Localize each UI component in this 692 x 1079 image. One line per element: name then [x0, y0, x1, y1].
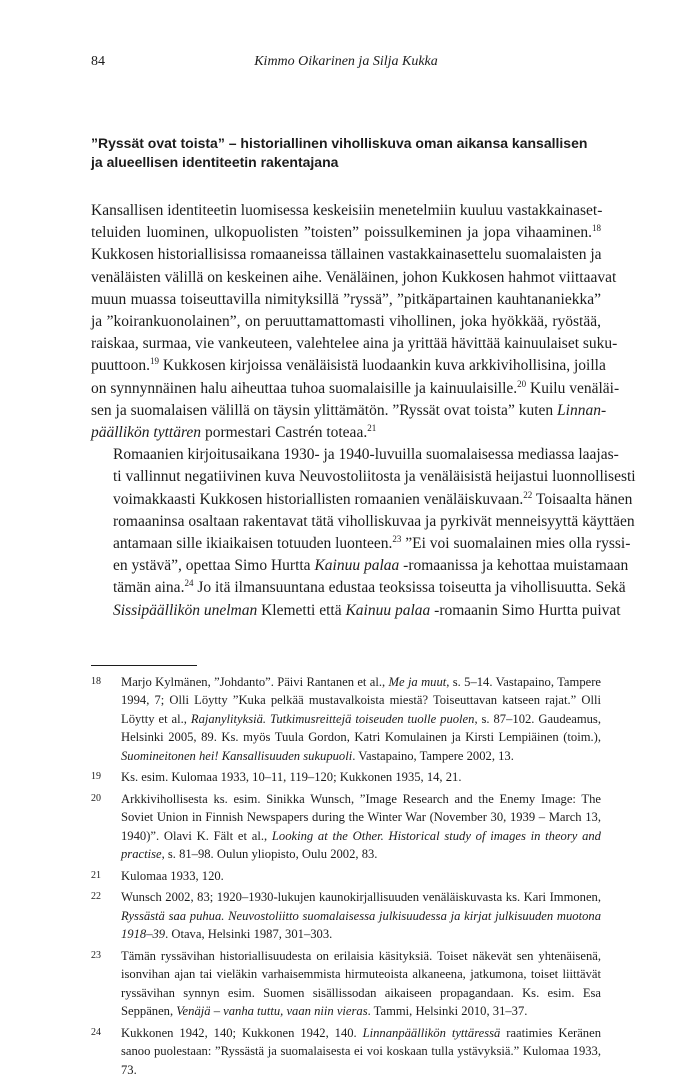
work-title: Kainuu palaa: [314, 557, 400, 575]
text-run: , s. 87–102. Gaudeamus, Helsinki 2005, 89. Ks. myös Tuula Gordon, Katri Komulainen ja Kirsti Lempiäinen (toim.),: [121, 711, 601, 745]
text-line: [91, 577, 626, 599]
text-run: ja ”koirankuonolainen”, on peruuttamattomasti vihollinen, joka hyökkää, ryöstää,: [91, 313, 601, 331]
text-run: Tämän ryssävihan historiallisuudesta on erilaisia käsityksiä. Toiset näkevät sen yhtenäisenä, isonvihan ajan tai vieläkin varhaisemmista hirmuteoista alkaneena, jatkumona, toiset liittävät ryssävihan synnyn esim. Suomen sisällissodan aikaiseen propagandaan. Ks. esim. Esa Seppänen,: [121, 948, 601, 1019]
text-line: [91, 533, 631, 555]
text-run: Kuilu venäläi-: [526, 379, 620, 397]
text-run: Romaanien kirjoitusaikana 1930- ja 1940-luvuilla suomalaisessa mediassa laajas-: [113, 446, 619, 464]
footnote-number: 21: [91, 869, 101, 881]
footnote-22: [91, 888, 601, 944]
work-title: Sissipäällikön unelman: [113, 601, 258, 619]
text-run: Kukkosen historiallisissa romaaneissa tällainen vastakkainasettelu suomalaisten ja: [91, 246, 602, 264]
text-run: teluiden luominen, ulkopuolisten ”toisten” poissulkeminen ja jopa vihaaminen.: [91, 224, 592, 242]
text-run: Wunsch 2002, 83; 1920–1930-lukujen kaunokirjallisuuden venäläiskuvasta ks. Kari Immonen,: [121, 890, 601, 905]
footnote-ref: 23: [392, 533, 402, 544]
footnote-ref: 24: [184, 578, 194, 589]
text-run: . Otava, Helsinki 1987, 301–303.: [165, 927, 333, 942]
footnote-text: [121, 1024, 601, 1079]
text-run: antamaan sille ikiaikaisen totuuden luonteen.: [113, 535, 393, 553]
text-line: [91, 489, 633, 511]
text-run: ti vallinnut negatiivinen kuva Neuvostoliitosta ja venäläisistä heijastui luonnollisesti: [113, 468, 636, 486]
footnote-text: [121, 768, 601, 787]
work-title: Kainuu palaa: [345, 601, 431, 619]
cited-title: Venäjä – vanha tuttu, vaan niin vieras: [176, 1004, 368, 1019]
footnote-ref: 22: [523, 489, 533, 500]
cited-title: Linnanpäällikön tyttäressä: [362, 1025, 501, 1040]
text-run: Toisaalta hänen: [532, 490, 633, 508]
text-run: raatimies Keränen sanoo puolestaan: ”Ryssästä ja suomalaisesta ei voi koskaan tulla ystävyksiä.” Kulomaa 1933, 73.: [121, 1025, 601, 1077]
footnote-18: [91, 673, 601, 766]
text-run: puuttoon.: [91, 357, 150, 375]
footnote-number: 22: [91, 891, 101, 903]
text-run: Kansallisen identiteetin luomisessa keskeisiin menetelmiin kuuluu vastakkainaset-: [91, 202, 603, 219]
text-run: pormestari Castrén toteaa.: [201, 424, 368, 442]
footnote-number: 20: [91, 792, 101, 804]
cited-title: Rajanylityksiä. Tutkimusreittejä toiseuden tuolle puolen: [190, 711, 475, 726]
text-line: [91, 555, 629, 577]
text-line: [91, 333, 618, 355]
text-line: [91, 400, 607, 422]
footnote-number: 24: [91, 1026, 101, 1038]
cited-title: Suomineitonen hei! Kansallisuuden sukupuoli: [121, 748, 353, 763]
text-line: [91, 600, 621, 622]
text-run: Marjo Kylmänen, ”Johdanto”. Päivi Rantanen et al.,: [121, 674, 389, 689]
page-number: 84: [91, 54, 105, 69]
text-run: -romaanissa ja kehottaa muistamaan: [399, 557, 629, 575]
paragraph: [91, 200, 620, 444]
text-run: sen ja suomalaisen välillä on täysin ylittämätön. ”Ryssät ovat toista” kuten: [91, 401, 558, 419]
footnote-number: 19: [91, 771, 101, 783]
text-run: Kukkosen kirjoissa venäläisistä luodaankin kuva arkkivihollisina, joilla: [159, 357, 606, 375]
text-run: Kukkonen 1942, 140; Kukkonen 1942, 140.: [121, 1025, 363, 1040]
text-run: Kulomaa 1933, 120.: [121, 868, 224, 883]
footnote-text: [121, 947, 601, 1021]
running-title: Kimmo Oikarinen ja Silja Kukka: [254, 54, 438, 69]
text-run: on synnynnäinen halu aiheuttaa tuhoa suomalaisille ja kainuulaisille.: [91, 379, 518, 397]
footnote-ref: 20: [517, 378, 527, 389]
footnote-text: [121, 888, 601, 944]
cited-title: Ryssästä saa puhua. Neuvostoliitto suomalaisessa julkisuudessa ja kirjat julkisuuden muotona 1918–39: [121, 908, 601, 942]
text-run: venäläisten välillä on keskeinen aihe. Venäläinen, johon Kukkosen hahmot viittaavat: [91, 268, 617, 286]
text-run: en ystävä”, opettaa Simo Hurtta: [113, 557, 315, 575]
text-run: . Vastapaino, Tampere 2002, 13.: [352, 748, 514, 763]
running-header: [91, 52, 601, 72]
footnotes: [91, 673, 601, 1079]
footnote-divider: [91, 665, 197, 666]
footnote-23: [91, 947, 601, 1021]
footnote-number: 18: [91, 675, 101, 687]
section-heading: ”Ryssät ovat toista” – historiallinen viholliskuva oman aikansa kansallisen ja alueellisen identiteetin rakentajana: [91, 135, 588, 170]
text-run: romaaninsa osaltaan rakentavat tätä viholliskuvaa ja pyrkivät menneisyyttä käyttäen: [113, 512, 635, 530]
footnote-text: [121, 867, 601, 886]
text-run: Ks. esim. Kulomaa 1933, 10–11, 119–120; Kukkonen 1935, 14, 21.: [121, 770, 462, 785]
work-title: päällikön tyttären: [91, 424, 202, 442]
text-line: [91, 444, 619, 466]
text-line: [91, 378, 620, 400]
text-line: [91, 511, 635, 533]
text-run: raiskaa, surmaa, vie vankeuteen, valehtelee aina ja yrittää hävittää kainuulaiset suku-: [91, 335, 618, 353]
text-line: [91, 422, 601, 444]
footnote-ref: 19: [150, 356, 159, 367]
footnote-24: [91, 1024, 601, 1079]
text-run: Jo itä ilmansuuntana edustaa teoksissa toiseutta ja vihollisuutta. Sekä: [193, 579, 626, 597]
work-title: Linnan-: [557, 401, 607, 419]
text-line: [91, 311, 601, 333]
text-line: [91, 244, 601, 266]
footnote-text: [121, 790, 601, 864]
footnote-20: [91, 790, 601, 864]
text-line: [91, 222, 601, 244]
footnote-number: 23: [91, 949, 101, 961]
text-run: voimakkaasti Kukkosen historiallisten romaanien venäläiskuvaan.: [113, 490, 524, 508]
text-run: ”Ei voi suomalainen mies olla ryssi-: [401, 535, 631, 553]
cited-title: Looking at the Other. Historical study of images in theory and practise: [121, 828, 601, 862]
text-run: muun muassa toiseuttavilla nimityksillä ”ryssä”, ”pitkäpartainen kauhtananiekka”: [91, 290, 601, 308]
footnote-ref: 21: [367, 422, 377, 433]
text-run: tämän aina.: [113, 579, 185, 597]
footnote-19: [91, 768, 601, 787]
footnote-text: [121, 673, 601, 766]
text-line: [91, 267, 617, 289]
text-line: [91, 200, 601, 222]
body-text: [91, 200, 636, 622]
footnote-21: [91, 867, 601, 886]
footnote-ref: 18: [592, 223, 601, 234]
text-run: . Tammi, Helsinki 2010, 31–37.: [367, 1004, 528, 1019]
text-run: Klemetti että: [257, 601, 346, 619]
text-line: [91, 289, 601, 311]
text-line: [91, 355, 606, 377]
text-run: Arkkivihollisesta ks. esim. Sinikka Wunsch, ”Image Research and the Enemy Image: The Soviet Union in Finnish Newspapers during the Winter War (November 30, 1939 – March 13, 1940)”. Olavi K. Fält et al.,: [121, 791, 601, 843]
paragraph: [91, 444, 636, 622]
text-line: [91, 466, 636, 488]
text-run: , s. 81–98. Oulun yliopisto, Oulu 2002, 83.: [161, 847, 378, 862]
text-run: -romaanin Simo Hurtta puivat: [430, 601, 621, 619]
text-run: , s. 5–14. Vastapaino, Tampere 1994, 7; Olli Löytty ”Kuka pelkää mustavalkoista miestä? Toiseuttavan katseen rajat.” Olli Löytty et al.,: [121, 674, 601, 726]
cited-title: Me ja muut: [388, 674, 447, 689]
